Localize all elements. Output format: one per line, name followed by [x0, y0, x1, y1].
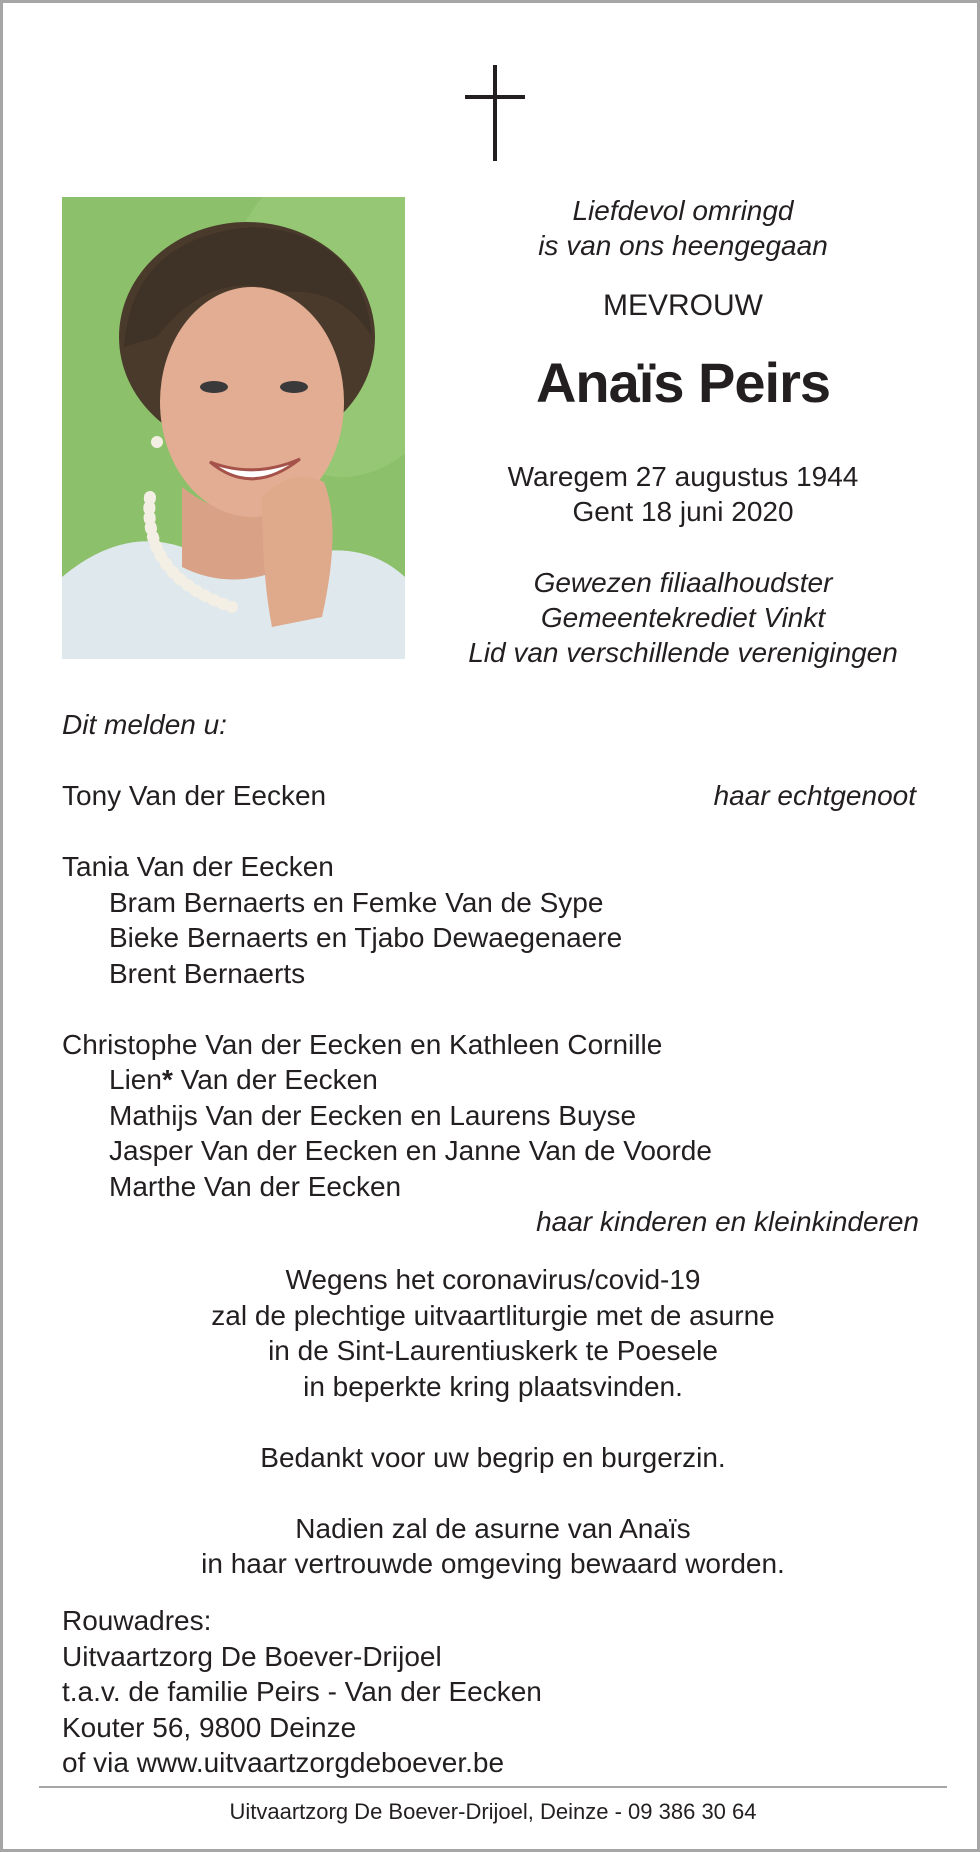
deceased-star-mark: * — [161, 1064, 173, 1095]
announcers-intro: Dit melden u: — [62, 709, 227, 740]
family-2-child: Jasper Van der Eecken en Janne Van de Voorde — [109, 1135, 712, 1166]
after-line: Nadien zal de asurne van Anaïs — [295, 1512, 691, 1544]
footer-divider — [39, 1786, 947, 1788]
announcers-block — [62, 707, 922, 1240]
family-2-child — [62, 1062, 922, 1098]
role-line-2: Gemeentekrediet Vinkt — [540, 602, 826, 633]
family-2-child: Mathijs Van der Eecken en Laurens Buyse — [109, 1099, 637, 1131]
notice-line: in de Sint-Laurentiuskerk te Poesele — [268, 1335, 718, 1366]
address-line: Kouter 56, 9800 Deinze — [62, 1711, 357, 1743]
child-surname: Van der Eecken — [172, 1064, 378, 1095]
address-line: Uitvaartzorg De Boever-Drijoel — [62, 1640, 442, 1672]
address-line: t.a.v. de familie Peirs - Van der Eecken — [62, 1676, 542, 1707]
notice-line: zal de plechtige uitvaartliturgie met de asurne — [211, 1299, 775, 1331]
family-2-parent: Christophe Van der Eecken en Kathleen Cornille — [62, 1028, 663, 1060]
thanks-line: Bedankt voor uw begrip en burgerzin. — [260, 1441, 726, 1473]
footer-text: Uitvaartzorg De Boever-Drijoel, Deinze - 09 386 30 64 — [229, 1799, 757, 1824]
roles — [423, 565, 943, 670]
spouse-name: Tony Van der Eecken — [62, 780, 327, 811]
child-first-name: Lien — [109, 1064, 162, 1095]
portrait-photo — [62, 197, 405, 659]
spouse-row — [62, 778, 922, 814]
family-1-child: Brent Bernaerts — [109, 957, 306, 989]
address-block — [62, 1603, 922, 1781]
family-2-child: Marthe Van der Eecken — [109, 1170, 402, 1202]
deceased-name: Anaïs Peirs — [535, 351, 831, 414]
cross-icon — [465, 65, 525, 161]
after-line: in haar vertrouwde omgeving bewaard worden. — [201, 1548, 785, 1579]
notice-line: in beperkte kring plaatsvinden. — [303, 1370, 683, 1402]
family-1-child: Bieke Bernaerts en Tjabo Dewaegenaere — [109, 922, 623, 953]
role-line-3: Lid van verschillende verenigingen — [468, 637, 898, 668]
spouse-relation: haar echtgenoot — [713, 780, 916, 811]
family-1-child: Bram Bernaerts en Femke Van de Sype — [109, 886, 604, 918]
notice-block — [43, 1262, 943, 1582]
address-website[interactable]: of via www.uitvaartzorgdeboever.be — [62, 1747, 505, 1778]
notice-line: Wegens het coronavirus/covid-19 — [285, 1264, 701, 1295]
salutation: MEVROUW — [603, 289, 763, 322]
intro-line-2: is van ons heengegaan — [538, 230, 828, 261]
dates — [423, 459, 943, 529]
role-line-1: Gewezen filiaalhoudster — [533, 567, 833, 598]
family-1-parent: Tania Van der Eecken — [62, 851, 334, 882]
address-label: Rouwadres: — [62, 1605, 212, 1636]
children-relation: haar kinderen en kleinkinderen — [536, 1206, 919, 1237]
intro-text — [423, 193, 943, 263]
death-line: Gent 18 juni 2020 — [572, 496, 794, 527]
intro-line-1: Liefdevol omringd — [572, 195, 794, 226]
birth-line: Waregem 27 augustus 1944 — [507, 461, 859, 492]
